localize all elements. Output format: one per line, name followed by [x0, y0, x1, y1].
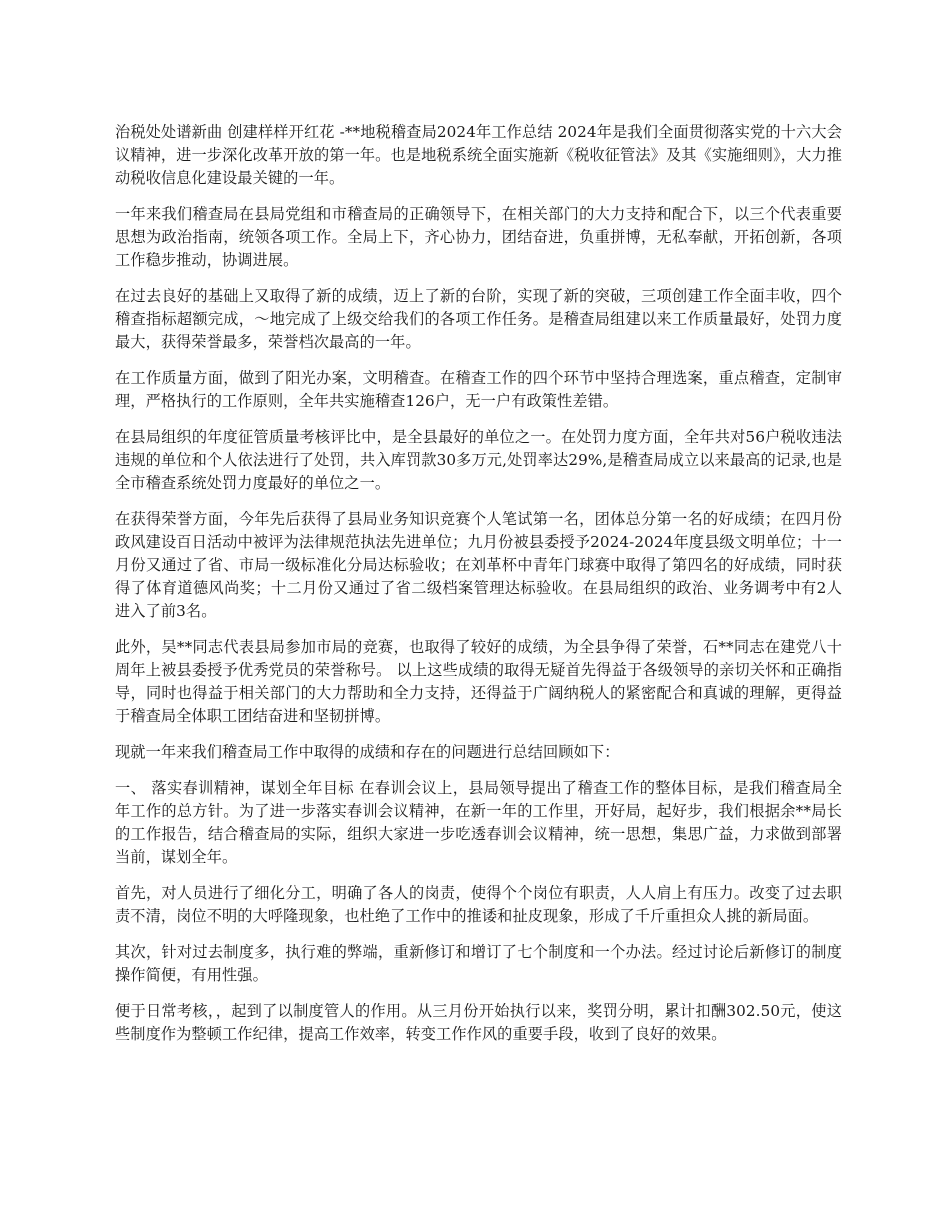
additional-honors-paragraph: 此外，吴**同志代表县局参加市局的竞赛，也取得了较好的成绩，为全县争得了荣誉，石**同志在建党八十周年上被县委授予优秀党员的荣誉称号。 以上这些成绩的取得无疑首先得益于各级领导的亲切关怀和正确指导，同时也得益于相关部门的大力帮助和全力支持，还得益于广阔纳税人的紧密配合和真诚的理解，更得益于稽查局全体职工团结奋进和坚韧拼博。: [115, 638, 842, 725]
leadership-paragraph: 一年来我们稽查局在县局党组和市稽查局的正确领导下，在相关部门的大力支持和配合下，以三个代表重要思想为政治指南，统领各项工作。全局上下，齐心协力，团结奋进，负重拼博，无私奉献，开拓创新，各项工作稳步推动，协调进展。: [115, 205, 842, 269]
section-one-paragraph: 一、 落实春训精神，谋划全年目标 在春训会议上，县局领导提出了稽查工作的整体目标，是我们稽查局全年工作的总方针。为了进一步落实春训会议精神，在新一年的工作里，开好局，起好步，我们根据余**局长的工作报告，结合稽查局的实际，组织大家进一步吃透春训会议精神，统一思想，集思广益，力求做到部署当前，谋划全年。: [115, 779, 842, 866]
document-page: [115, 121, 842, 1059]
penalty-paragraph: 在县局组织的年度征管质量考核评比中，是全县最好的单位之一。在处罚力度方面，全年共对56户税收违法违规的单位和个人依法进行了处罚，共入库罚款30多万元,处罚率达29%,是稽查局成立以来最高的记录,也是全市稽查系统处罚力度最好的单位之一。: [115, 428, 842, 492]
honors-paragraph: 在获得荣誉方面，今年先后获得了县局业务知识竞赛个人笔试第一名，团体总分第一名的好成绩；在四月份政风建设百日活动中被评为法律规范执法先进单位；九月份被县委授予2024-2024年度县级文明单位；十一月份又通过了省、市局一级标准化分局达标验收；在刘革杯中青年门球赛中取得了第四名的好成绩，同时获得了体育道德风尚奖；十二月份又通过了省二级档案管理达标验收。在县局组织的政治、业务调考中有2人进入了前3名。: [115, 510, 842, 620]
second-measure-paragraph: 其次，针对过去制度多，执行难的弊端，重新修订和增订了七个制度和一个办法。经过讨论后新修订的制度操作简便，有用性强。: [115, 943, 842, 984]
first-measure-paragraph: 首先，对人员进行了细化分工，明确了各人的岗责，使得个个岗位有职责，人人肩上有压力。改变了过去职责不清，岗位不明的大呼隆现象，也杜绝了工作中的推诿和扯皮现象，形成了千斤重担众人挑的新局面。: [115, 884, 842, 925]
intro-paragraph: 治税处处谱新曲 创建样样开红花 -**地税稽查局2024年工作总结 2024年是我们全面贯彻落实党的十六大会议精神，进一步深化改革开放的第一年。也是地税系统全面实施新《税收征管法》及其《实施细则》，大力推动税收信息化建设最关键的一年。: [115, 123, 842, 187]
achievements-paragraph: 在过去良好的基础上又取得了新的成绩，迈上了新的台阶，实现了新的突破，三项创建工作全面丰收，四个稽查指标超额完成，～地完成了上级交给我们的各项工作任务。是稽查局组建以来工作质量最好，处罚力度最大，获得荣誉最多，荣誉档次最高的一年。: [115, 287, 842, 351]
work-quality-paragraph: 在工作质量方面，做到了阳光办案，文明稽查。在稽查工作的四个环节中坚持合理选案，重点稽查，定制审理，严格执行的工作原则，全年共实施稽查126户，无一户有政策性差错。: [115, 369, 842, 410]
assessment-paragraph: 便于日常考核，，起到了以制度管人的作用。从三月份开始执行以来，奖罚分明，累计扣酬302.50元，使这些制度作为整顿工作纪律，提高工作效率，转变工作作风的重要手段，收到了良好的效果。: [115, 1002, 842, 1043]
summary-intro-paragraph: 现就一年来我们稽查局工作中取得的成绩和存在的问题进行总结回顾如下：: [115, 743, 620, 761]
